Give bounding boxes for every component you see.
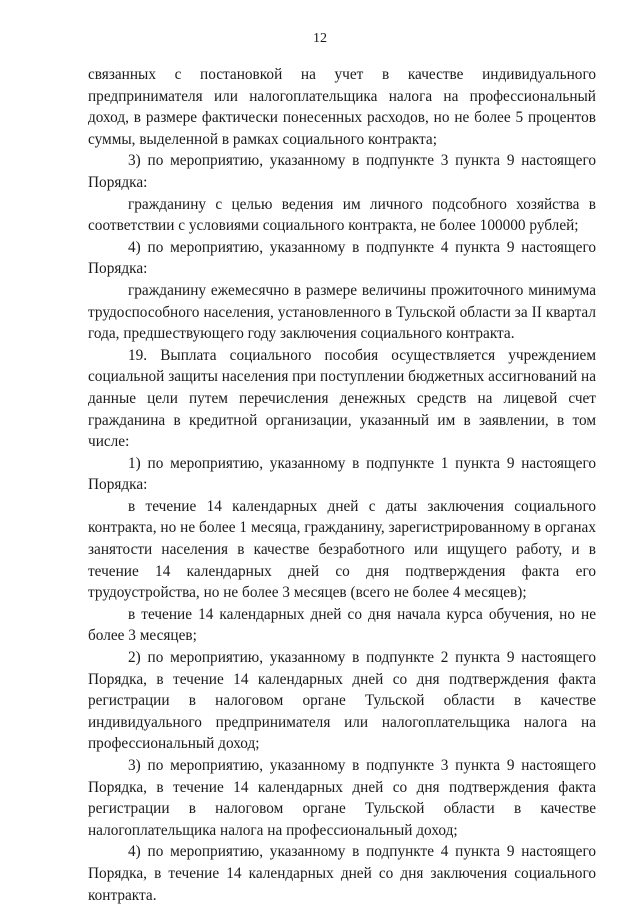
paragraph: гражданину с целью ведения им личного подсобного хозяйства в соответствии с условиями социального контракта, не более 100000 рублей; [88,195,596,235]
paragraph: 3) по мероприятию, указанному в подпункте 3 пункта 9 настоящего Порядка, в течение 14 календарных дней со дня подтверждения факта регистрации в налоговом органе Тульской области в качестве налогоплательщика налога на профессиональный доход; [88,757,596,839]
document-body [88,64,596,906]
paragraph: 1) по мероприятию, указанному в подпункте 1 пункта 9 настоящего Порядка: [88,454,596,494]
paragraph: 4) по мероприятию, указанному в подпункте 4 пункта 9 настоящего Порядка: [88,238,596,278]
paragraph: в течение 14 календарных дней с даты заключения социального контракта, но не более 1 месяца, гражданину, зарегистрированному в органах занятости населения в качестве безработного или ищущего работу, и в течение 14 календарных дней со дня подтверждения факта его трудоустройства, но не более 3 месяцев (всего не более 4 месяцев); [88,497,596,602]
paragraph: связанных с постановкой на учет в качестве индивидуального предпринимателя или налогоплательщика налога на профессиональный доход, в размере фактически понесенных расходов, но не более 5 процентов суммы, выделенной в рамках социального контракта; [88,66,596,148]
paragraph: 19. Выплата социального пособия осуществляется учреждением социальной защиты населения при поступлении бюджетных ассигнований на данные цели путем перечисления денежных средств на лицевой счет гражданина в кредитной организации, указанный им в заявлении, в том числе: [88,346,596,451]
paragraph: 3) по мероприятию, указанному в подпункте 3 пункта 9 настоящего Порядка: [88,152,596,191]
paragraph: в течение 14 календарных дней со дня начала курса обучения, но не более 3 месяцев; [88,605,596,645]
paragraph: гражданину ежемесячно в размере величины прожиточного минимума трудоспособного населения, установленного в Тульской области за II квартал года, предшествующего году заключения социального контракта. [88,281,596,343]
page-number: 12 [313,31,327,46]
paragraph: 4) по мероприятию, указанному в подпункте 4 пункта 9 настоящего Порядка, в течение 14 календарных дней со дня заключения социального контракта. [88,843,596,904]
paragraph: 2) по мероприятию, указанному в подпункте 2 пункта 9 настоящего Порядка, в течение 14 календарных дней со дня подтверждения факта регистрации в налоговом органе Тульской области в качестве индивидуального предпринимателя или налогоплательщика налога на профессиональный доход; [88,649,596,753]
